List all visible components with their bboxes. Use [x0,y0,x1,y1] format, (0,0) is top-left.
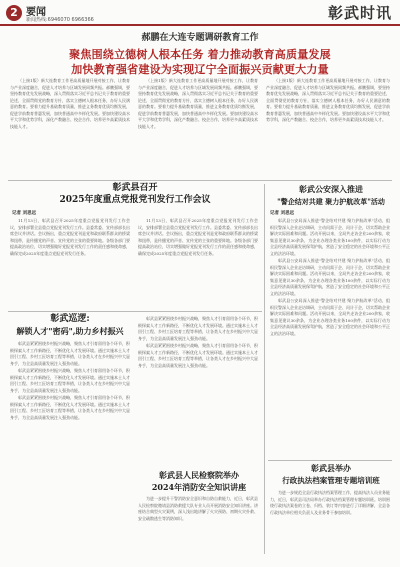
article4-headline-line2: "警企结对共建 聚力护航改革"活动 [277,197,385,206]
lead-body-col2: （上接1版）新大连教育工作更高质量地开展对接工作，让教育与产业深度融合，促进人才培养与区域发展同频共振。郝鹏强调，要坚持教育优先发展战略，深入贯彻落实习近平总书记关于教育的重要论述，全面贯彻党的教育方针，落实立德树人根本任务，办好人民满意的教育。要着力提升基础教育质量，推进义务教育优质均衡发展，促进学前教育普惠发展，加快普通高中多样化发展。要加快建设高水平大学和优势学科，深化产教融合、校企合作，培养更多高素质技术技能人才。 [138,78,258,129]
article3-body: 为进一步提升干警消防安全意识和自防自救能力，近日，彰武县人民检察院邀请县消防救援大队专业人员开展消防安全知识讲座。讲座结合典型火灾案例，深入浅出地讲解了火灾预防、初期火灾扑救、安全疏散逃生等消防知识。 [138,496,258,521]
article1-divider [8,311,262,312]
lead-title-line2: 加快教育强省建设为实现辽宁全面振兴贡献更大力量 [71,63,329,76]
article1-byline: 记者 刘思远 [12,211,37,216]
article5-headline-line1: 彰武县举办 [311,463,351,473]
lead-title-line1: 聚焦围绕立德树人根本任务 着力推动教育高质量发展 [69,48,331,61]
lead-body-col3: （上接1版）新大连教育工作更高质量地开展对接工作，让教育与产业深度融合，促进人才培养与区域发展同频共振。郝鹏强调，要坚持教育优先发展战略，深入贯彻落实习近平总书记关于教育的重要论述，全面贯彻党的教育方针，落实立德树人根本任务，办好人民满意的教育。要着力提升基础教育质量，推进义务教育优质均衡发展，促进学前教育普惠发展，加快普通高中多样化发展。要加快建设高水平大学和优势学科，深化产教融合、校企合作，培养更多高素质技术技能人才。 [266,78,390,122]
article2-headline-line1: 彰武巡逻: [50,314,90,324]
article1-headline-line2: 2025年度重点党报党刊发行工作会议 [59,195,211,205]
article2-body: 彰武县紧紧围绕乡村振兴战略，聚焦人才引育留用各个环节，积极探索人才工作新路径，不断优化人才发展环境。通过实施本土人才回引工程、乡村工匠培育工程等举措，让各类人才在乡村振兴中大显身手，为全县高质量发展注入强劲动能。 彰武县紧紧围绕乡村振兴战略，聚焦人才引育留用各个环节，积极探索人才工作新路径，不断优化人才发展环境。通过实施本土人才回引工程、乡村工匠培育工程等举措，让各类人才在乡村振兴中大显身手，为全县高质量发展注入强劲动能。 彰武县紧紧围绕乡村振兴战略，聚焦人才引育留用各个环节，积极探索人才工作新路径，不断优化人才发展环境。通过实施本土人才回引工程、乡村工匠培育工程等举措，让各类人才在乡村振兴中大显身手，为全县高质量发展注入强劲动能。 [10,341,130,420]
masthead [0,0,400,22]
page-number-badge: 2 [6,5,22,21]
section-label: 要闻 [26,7,46,18]
article1-body-col1: 11月13日，彰武县召开2025年度重点党报党刊发行工作会议，安排部署全县重点党报党刊发行工作。县委常委、宣传部部长出席会议并讲话。会议指出，重点党报党刊是党和政府联系群众的桥梁和纽带，是传播党的声音、宣传党的主张的重要阵地。各级各部门要提高政治站位，切实增强做好党报党刊发行工作的责任感和使命感，确保完成2025年度重点党报党刊发行任务。 [10,218,130,256]
article5-body: 为进一步规范全县行政执法档案管理工作，提高执法人员业务能力，近日，彰武县司法局举办行政执法档案管理专题培训班。培训围绕行政执法案卷的立卷、归档、装订等内容进行了详细讲解，全县各行政执法单位相关负责人及业务骨干参加培训。 [270,490,390,515]
column-divider-right [264,184,265,554]
edition-line: 新闻热线:6946070 6966366 [26,17,94,23]
article2-body-col2: 彰武县紧紧围绕乡村振兴战略，聚焦人才引育留用各个环节，积极探索人才工作新路径，不断优化人才发展环境。通过实施本土人才回引工程、乡村工匠培育工程等举措，让各类人才在乡村振兴中大显身手，为全县高质量发展注入强劲动能。 彰武县紧紧围绕乡村振兴战略，聚焦人才引育留用各个环节，积极探索人才工作新路径，不断优化人才发展环境。通过实施本土人才回引工程、乡村工匠培育工程等举措，让各类人才在乡村振兴中大显身手，为全县高质量发展注入强劲动能。 [138,316,258,368]
article4-body: 彰武县公安局深入推进"警企结对共建 聚力护航改革"活动，组织民警深入企业走访调研，主动问需于企、问计于企，切实帮助企业解决实际困难和问题。活动开展以来，全局共走访企业200余家，收集意见建议30余条，为企业办理各类业务100余件，以实际行动为全县经济高质量发展保驾护航，营造了安全稳定的社会环境和公平正义的法治环境。 彰武县公安局深入推进"警企结对共建 聚力护航改革"活动，组织民警深入企业走访调研，主动问需于企、问计于企，切实帮助企业解决实际困难和问题。活动开展以来，全局共走访企业200余家，收集意见建议30余条，为企业办理各类业务100余件，以实际行动为全县经济高质量发展保驾护航，营造了安全稳定的社会环境和公平正义的法治环境。 彰武县公安局深入推进"警企结对共建 聚力护航改革"活动，组织民警深入企业走访调研，主动问需于企、问计于企，切实帮助企业解决实际困难和问题。活动开展以来，全局共走访企业200余家，收集意见建议30余条，为企业办理各类业务100余件，以实际行动为全县经济高质量发展保驾护航，营造了安全稳定的社会环境和公平正义的法治环境。 [270,218,390,336]
article4-headline-line1: 彰武公安深入推进 [299,184,363,194]
article2-headline-line2: 解锁人才"密码",助力乡村振兴 [16,326,124,336]
article5-headline-line2: 行政执法档案管理专题培训班 [282,476,380,485]
lead-divider [8,180,392,181]
article4-byline: 记者 刘思远 [270,211,295,216]
article4-divider [268,460,392,461]
article1-headline-line1: 彰武县召开 [112,183,158,193]
article3-headline-line2: 2024年消防安全知识讲座 [151,482,247,492]
lead-kicker: 郝鹏在大连专题调研教育工作 [141,33,259,43]
masthead-rule [0,24,400,26]
lead-body-col1: （上接1版）新大连教育工作更高质量地开展对接工作，让教育与产业深度融合，促进人才培养与区域发展同频共振。郝鹏强调，要坚持教育优先发展战略，深入贯彻落实习近平总书记关于教育的重要论述，全面贯彻党的教育方针，落实立德树人根本任务，办好人民满意的教育。要着力提升基础教育质量，推进义务教育优质均衡发展，促进学前教育普惠发展，加快普通高中多样化发展。要加快建设高水平大学和优势学科，深化产教融合、校企合作，培养更多高素质技术技能人才。 [10,78,130,129]
newspaper-brand: 彰武时讯 [327,4,392,22]
article3-headline-line1: 彰武县人民检察院举办 [159,470,239,480]
article1-body-col2: 11月13日，彰武县召开2025年度重点党报党刊发行工作会议，安排部署全县重点党报党刊发行工作。县委常委、宣传部部长出席会议并讲话。会议指出，重点党报党刊是党和政府联系群众的桥梁和纽带，是传播党的声音、宣传党的主张的重要阵地。各级各部门要提高政治站位，切实增强做好党报党刊发行工作的责任感和使命感，确保完成2025年度重点党报党刊发行任务。 [138,218,258,256]
